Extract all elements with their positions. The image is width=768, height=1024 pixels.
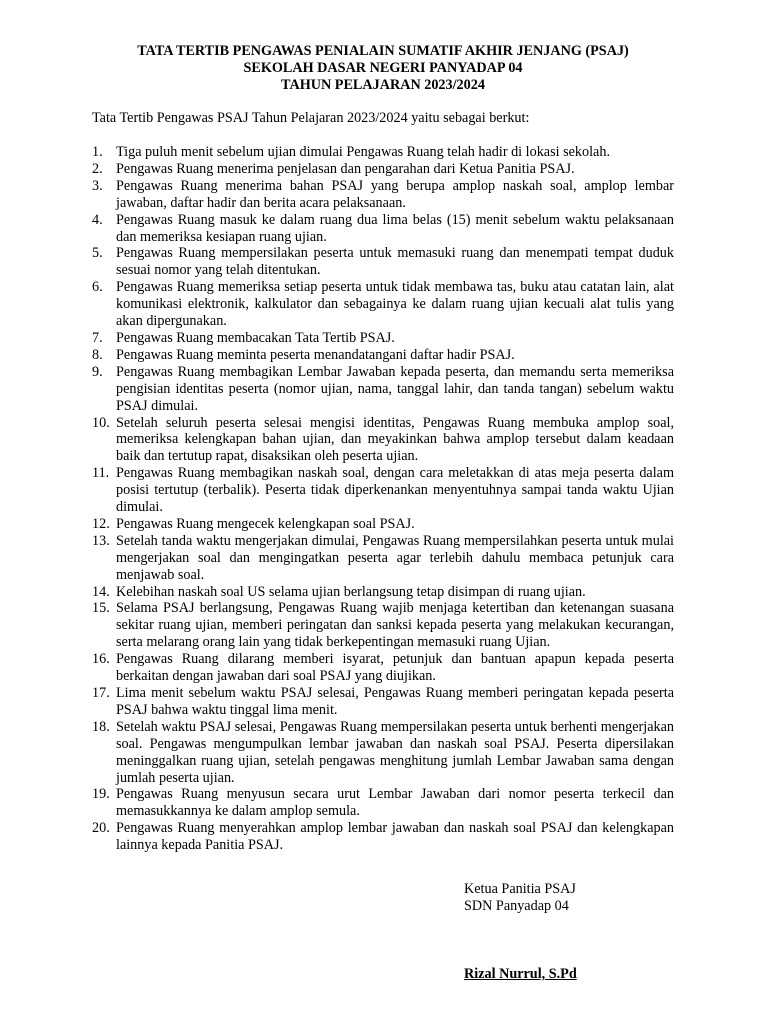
- rule-text: Pengawas Ruang membacakan Tata Tertib PSAJ.: [116, 329, 395, 346]
- rule-item: [92, 820, 674, 854]
- rule-text: Pengawas Ruang menerima penjelasan dan pengarahan dari Ketua Panitia PSAJ.: [116, 160, 575, 177]
- rule-text: Setelah seluruh peserta selesai mengisi identitas, Pengawas Ruang membuka amplop soal, memeriksa kelengkapan bahan ujian, dan meyakinkan bahwa amplop tersebut dalam keadaan baik dan tertutup rapat, disaksikan oleh peserta ujian.: [116, 414, 674, 465]
- signer-name: Rizal Nurrul, S.Pd: [464, 966, 577, 982]
- rule-text: Pengawas Ruang membagikan naskah soal, dengan cara meletakkan di atas meja peserta dalam posisi tertutup (terbalik). Peserta tidak diperkenankan menyentuhnya sampai tanda waktu Ujian dimulai.: [116, 465, 674, 516]
- rule-text: Setelah tanda waktu mengerjakan dimulai, Pengawas Ruang mempersilahkan peserta untuk mulai mengerjakan soal dan mengingatkan peserta agar terlebih dahulu membaca petunjuk cara menjawab soal.: [116, 532, 674, 583]
- rule-text: Pengawas Ruang menerima bahan PSAJ yang berupa amplop naskah soal, amplop lembar jawaban, daftar hadir dan berita acara pelaksanaan.: [116, 177, 674, 211]
- rule-text: Kelebihan naskah soal US selama ujian berlangsung tetap disimpan di ruang ujian.: [116, 583, 586, 600]
- rule-number: 7.: [92, 329, 103, 346]
- rule-number: 6.: [92, 279, 103, 296]
- rule-item: [92, 685, 674, 719]
- rule-number: 11.: [92, 465, 110, 482]
- title-line-1: TATA TERTIB PENGAWAS PENIALAIN SUMATIF AKHIR JENJANG (PSAJ): [137, 43, 629, 59]
- rule-text: Pengawas Ruang membagikan Lembar Jawaban kepada peserta, dan memandu serta memeriksa pengisian identitas peserta (nomor ujian, nama, tanggal lahir, dan tanda tangan) sebelum waktu PSAJ dimulai.: [116, 363, 674, 414]
- rule-item: [92, 212, 674, 246]
- rule-item: [92, 178, 674, 212]
- rule-text: Pengawas Ruang dilarang memberi isyarat, petunjuk dan bantuan apapun kepada peserta berkaitan dengan jawaban dari soal PSAJ yang diujikan.: [116, 651, 674, 685]
- rule-number: 1.: [92, 144, 103, 160]
- rule-item: [92, 330, 674, 347]
- rule-text: Lima menit sebelum waktu PSAJ selesai, Pengawas Ruang memberi peringatan kepada peserta PSAJ bahwa waktu tinggal lima menit.: [116, 685, 674, 718]
- rule-number: 5.: [92, 245, 103, 262]
- rule-text: Pengawas Ruang masuk ke dalam ruang dua lima belas (15) menit sebelum waktu pelaksanaan dan memeriksa kesiapan ruang ujian.: [116, 211, 674, 245]
- rule-item: [92, 600, 674, 651]
- rule-item: [92, 347, 674, 364]
- rule-text: Setelah waktu PSAJ selesai, Pengawas Ruang mempersilakan peserta untuk berhenti mengerjakan soal. Pengawas mengumpulkan lembar jawaban dan naskah soal PSAJ. Peserta dipersilakan meninggalkan ruang ujian, setelah pengawas menghitung jumlah Lembar Jawaban sama dengan jumlah peserta ujian.: [116, 718, 674, 786]
- rule-item: [92, 245, 674, 279]
- rule-item: [92, 786, 674, 820]
- rule-item: [92, 279, 674, 330]
- rule-number: 13.: [92, 532, 110, 549]
- rule-number: 18.: [92, 718, 110, 735]
- rule-item: [92, 144, 674, 161]
- intro-paragraph: Tata Tertib Pengawas PSAJ Tahun Pelajaran 2023/2024 yaitu sebagai berkut:: [92, 110, 530, 126]
- rule-text: Pengawas Ruang menyerahkan amplop lembar jawaban dan naskah soal PSAJ dan kelengkapan lainnya kepada Panitia PSAJ.: [116, 820, 674, 854]
- rule-text: Pengawas Ruang mempersilakan peserta untuk memasuki ruang dan menempati tempat duduk sesuai nomor yang telah ditentukan.: [116, 245, 674, 279]
- rule-text: Selama PSAJ berlangsung, Pengawas Ruang wajib menjaga ketertiban dan ketenangan suasana sekitar ruang ujian, memberi peringatan dan sanksi kepada peserta yang melakukan kecurangan, serta melarang orang lain yang tidak berkepentingan memasuki ruang Ujian.: [116, 600, 674, 651]
- rule-number: 9.: [92, 363, 103, 380]
- rule-text: Pengawas Ruang memeriksa setiap peserta untuk tidak membawa tas, buku atau catatan lain, alat komunikasi elektronik, kalkulator dan sebagainya ke dalam ruang ujian kecuali alat tulis yang akan dipergunakan.: [116, 279, 674, 330]
- rule-item: [92, 719, 674, 787]
- rule-number: 8.: [92, 346, 103, 363]
- rule-item: [92, 364, 674, 415]
- rule-text: Pengawas Ruang meminta peserta menandatangani daftar hadir PSAJ.: [116, 346, 515, 363]
- rule-text: Pengawas Ruang mengecek kelengkapan soal PSAJ.: [116, 515, 415, 532]
- rule-number: 17.: [92, 685, 110, 701]
- signer-school: SDN Panyadap 04: [464, 898, 569, 914]
- rule-item: [92, 651, 674, 685]
- rule-number: 4.: [92, 211, 103, 228]
- signer-role: Ketua Panitia PSAJ: [464, 881, 576, 897]
- rule-number: 2.: [92, 160, 103, 177]
- title-line-2: SEKOLAH DASAR NEGERI PANYADAP 04: [243, 60, 523, 76]
- rule-number: 20.: [92, 820, 110, 837]
- rule-number: 19.: [92, 786, 110, 803]
- document-title: [92, 43, 674, 94]
- rule-number: 15.: [92, 600, 110, 617]
- signature-block: [464, 881, 576, 915]
- rule-item: [92, 516, 674, 533]
- rule-text: Tiga puluh menit sebelum ujian dimulai Pengawas Ruang telah hadir di lokasi sekolah.: [116, 144, 610, 160]
- rule-item: [92, 584, 674, 601]
- rule-number: 16.: [92, 651, 110, 668]
- rule-item: [92, 415, 674, 466]
- rule-number: 10.: [92, 414, 110, 431]
- rule-item: [92, 161, 674, 178]
- rule-number: 14.: [92, 583, 110, 600]
- rule-item: [92, 465, 674, 516]
- rule-number: 3.: [92, 177, 103, 194]
- rule-item: [92, 533, 674, 584]
- title-line-3: TAHUN PELAJARAN 2023/2024: [281, 77, 485, 93]
- rules-list: [92, 144, 674, 854]
- rule-text: Pengawas Ruang menyusun secara urut Lembar Jawaban dari nomor peserta terkecil dan memasukkannya ke dalam amplop semula.: [116, 786, 674, 820]
- rule-number: 12.: [92, 515, 110, 532]
